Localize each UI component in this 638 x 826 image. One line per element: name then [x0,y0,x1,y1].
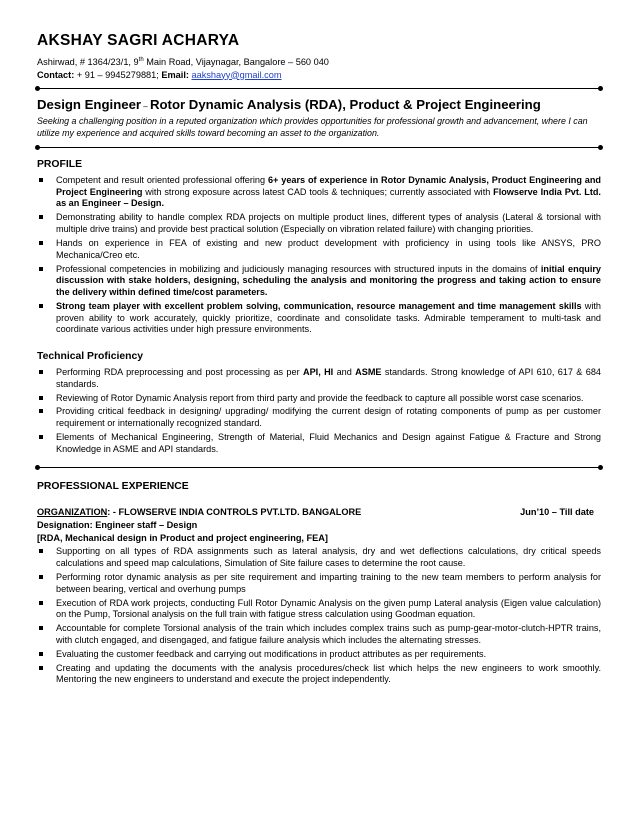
list-item: Elements of Mechanical Engineering, Strength of Material, Fluid Mechanics and Design against Fatigue & Fracture and Strong Knowledge in ASME and API standards. [37,432,601,455]
title-role: Design Engineer [37,97,142,113]
bullet-icon [39,215,43,219]
bullet-icon [39,435,43,439]
bullet-icon [39,304,43,308]
employment-dates: Jun’10 – Till date [520,507,594,518]
contact-line [37,69,601,82]
objective: Seeking a challenging position in a reputed organization which provides opportunities for professional growth and advancement, where I can utilize my experience and acquired skills toward becoming an asset to the organization. [37,116,588,138]
list-item: Providing critical feedback in designing/ upgrading/ modifying the current design of rotating components of pump as per customer requirement or internationally recognized standard. [37,406,601,429]
bullet-icon [39,549,43,553]
bullet-icon [39,267,43,271]
experience-list [37,546,601,686]
email-link[interactable]: aakshayy@gmail.com [191,69,282,80]
list-item: Accountable for complete Torsional analysis of the train which includes complex trains such as pump-gear-motor-clutch-HPTR trains, with clutch engaged, and disengaged, and fatigue failure analysis which includes the alternating stresses. [37,623,601,646]
bullet-icon [39,666,43,670]
list-item: Professional competencies in mobilizing and judiciously managing resources with structured inputs in the domains of initial enquiry discussion with stake holders, designing, scheduling the analysis and monitoring the progress and taking action to ensure the delivery within defined time/cost parameters. [37,264,601,299]
list-item: Supporting on all types of RDA assignments such as lateral analysis, dry and wet deflections calculations, dry critical speeds calculations and speed map calculations, Simulation of Site failure cases to determine the root cause. [37,546,601,569]
address-line: Ashirwad, # 1364/23/1, 9 [37,57,139,68]
resume-page [37,32,601,688]
bullet-icon [39,370,43,374]
resume-title [37,96,601,115]
bullet-icon [39,575,43,579]
bullet-icon [39,241,43,245]
divider [37,147,601,148]
list-item: Reviewing of Rotor Dynamic Analysis report from third party and provide the feedback to capture all possible worst case scenarios. [37,393,601,405]
organization [37,506,361,519]
list-item: Performing rotor dynamic analysis as per site requirement and imparting training to the new team members to perform analysis for between bearing, vertical and overhung pumps [37,572,601,595]
bullet-icon [39,396,43,400]
list-item: Hands on experience in FEA of existing and new product development with proficiency in using tools like ANSYS, PRO Mechanica/Creo etc. [37,238,601,261]
work-area: [RDA, Mechanical design in Product and project engineering, FEA] [37,532,328,543]
list-item: Performing RDA preprocessing and post processing as per API, HI and ASME standards. Strong knowledge of API 610, 617 & 684 standards. [37,367,601,390]
bullet-icon [39,652,43,656]
experience-heading: PROFESSIONAL EXPERIENCE [37,481,189,493]
organization-name: FLOWSERVE INDIA CONTROLS PVT.LTD. BANGALORE [118,507,362,518]
list-item: Strong team player with excellent problem solving, communication, resource management and time management skills with proven ability to work accurately, quickly prioritize, coordinate and consolidate tasks. Admirable temperament to multi-task and coordinate various activities under high pressure environments. [37,301,601,336]
phone-number: + 91 – 9945279881; [74,69,162,80]
technical-heading: Technical Proficiency [37,350,144,362]
list-item: Competent and result oriented professional offering 6+ years of experience in Rotor Dynamic Analysis, Product Engineering and Project Engineering with strong exposure across latest CAD tools & techniques; currently associated with Flowserve India Pvt. Ltd. as an Engineer – Design. [37,175,601,210]
bullet-icon [39,178,43,182]
bullet-icon [39,409,43,413]
organization-label: ORGANIZATION [37,507,108,518]
email-label: Email: [161,69,189,80]
address-superscript: th [138,57,144,63]
designation: Designation: Engineer staff – Design [37,520,198,531]
contact-label: Contact: [37,69,75,80]
address [37,54,601,69]
title-specialization: Rotor Dynamic Analysis (RDA), Product & Project Engineering [149,97,541,113]
divider [37,88,601,89]
address-line-end: Main Road, Vijaynagar, Bangalore – 560 040 [143,57,329,68]
list-item: Creating and updating the documents with the analysis procedures/check list which helps the new engineers to work smoothly. Mentoring the new engineers to understand and execute the project independently. [37,663,601,686]
candidate-name: AKSHAY SAGRI ACHARYA [37,32,240,49]
list-item: Evaluating the customer feedback and carrying out modifications in product attributes as per requirements. [37,649,601,661]
profile-list [37,175,601,336]
title-dash: – [141,102,150,112]
bullet-icon [39,601,43,605]
bullet-icon [39,626,43,630]
profile-heading: PROFILE [37,159,83,171]
organization-line [37,506,601,519]
organization-separator: : - [107,507,119,518]
list-item: Demonstrating ability to handle complex RDA projects on multiple product lines, different types of analysis (Lateral & torsional with multiple drive trains) and provide best practical solution (Especially on vibration related failure) with changing priorities. [37,212,601,235]
technical-list [37,367,601,455]
divider [37,467,601,468]
list-item: Execution of RDA work projects, conducting Full Rotor Dynamic Analysis on the given pump Lateral analysis (Eigen value calculation) on the Pump, Torsional analysis on the full train with fatigue stress calculation using Goodman equation. [37,598,601,621]
